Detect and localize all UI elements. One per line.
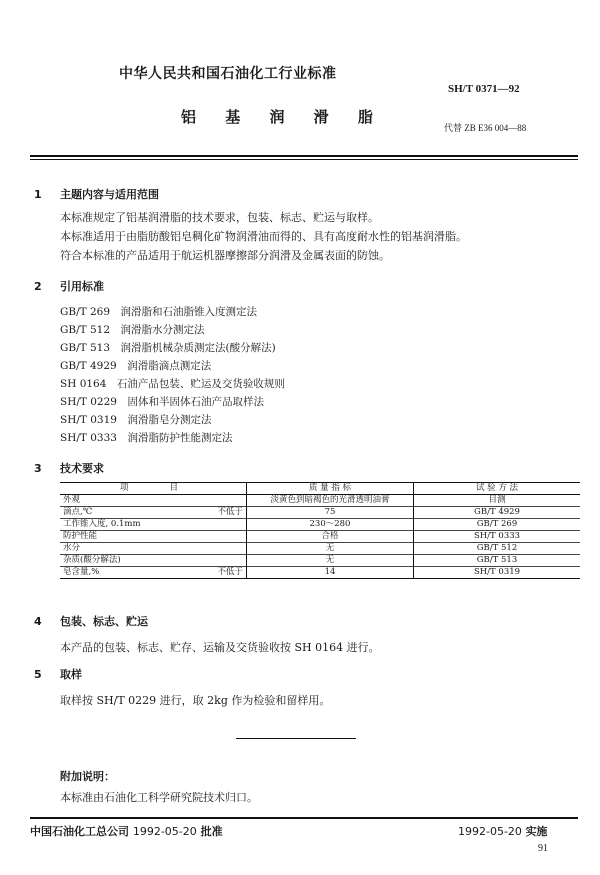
row-value: 合格 [247,531,414,543]
row-item-cell [60,543,247,555]
section-4-heading [34,613,148,629]
row-method: GB/T 269 [476,519,518,529]
row-qualifier: 不低于 [217,567,243,577]
row-value: 14 [247,567,414,579]
section-1-number: 1 [34,188,42,201]
table-header-row [60,483,580,495]
content-separator [236,738,356,739]
section-5-paragraph: 取样按 SH/T 0229 进行，取 2kg 作为检验和留样用。 [60,694,331,707]
reference-item: SH/T 0333 润滑脂防护性能测定法 [60,432,233,444]
footer-rule [30,817,578,819]
row-method: GB/T 512 [476,543,518,553]
row-item: 水分 [63,543,81,553]
row-method: 目测 [488,495,506,505]
row-item: 皂含量,% [63,567,100,577]
footer-effective-date: 1992-05-20 [458,825,522,838]
footer-org: 中国石油化工总公司 [30,825,129,838]
table-row [60,543,580,555]
reference-item: SH 0164 石油产品包装、贮运及交货验收规则 [60,378,285,390]
row-value: 230～280 [247,519,414,531]
row-qualifier: 不低于 [217,507,243,517]
section-3-number: 3 [34,462,42,475]
row-method: SH/T 0333 [473,531,521,541]
section-3-title: 技术要求 [60,462,104,475]
appendix-text: 本标准由石油化工科学研究院技术归口。 [60,791,258,804]
table-row [60,531,580,543]
row-item: 杂质(酸分解法) [63,555,121,565]
table-row [60,507,580,519]
section-1-paragraph-2: 本标准适用于由脂肪酸铝皂稠化矿物润滑油而得的、具有高度耐水性的铝基润滑脂。 [60,230,467,243]
section-3-heading [34,460,104,476]
document-title: 铝 基 润 滑 脂 [181,108,385,126]
row-item-cell [60,555,247,567]
footer-approved-date: 1992-05-20 [132,825,197,838]
section-4-paragraph: 本产品的包装、标志、贮存、运输及交货验收按 SH 0164 进行。 [60,641,380,654]
reference-item: GB/T 512 润滑脂水分测定法 [60,324,205,336]
replaces-note: 代替 ZB E36 004—88 [444,123,527,133]
header-rule-thin [30,159,578,160]
row-method: SH/T 0319 [473,567,521,577]
row-item: 防护性能 [63,531,98,541]
row-value: 无 [247,543,414,555]
row-item-cell [60,519,247,531]
row-value: 无 [247,555,414,567]
row-item-cell [60,507,247,519]
row-value: 75 [247,507,414,519]
row-item-cell [60,567,247,579]
header-item: 项 目 [60,483,247,495]
footer-approval [30,823,223,839]
header-rule-thick [30,155,578,157]
section-2-heading [34,278,104,294]
row-method: GB/T 513 [476,555,518,565]
row-method: GB/T 4929 [474,507,520,517]
reference-item: GB/T 4929 润滑脂滴点测定法 [60,360,212,372]
section-5-heading [34,666,82,682]
section-5-number: 5 [34,668,42,681]
section-4-title: 包装、标志、贮运 [60,615,148,628]
row-item-cell [60,495,247,507]
reference-item: SH/T 0319 润滑脂皂分测定法 [60,414,212,426]
standard-org: 中华人民共和国石油化工行业标准 [119,66,337,82]
technical-requirements-table [60,482,580,579]
table-row [60,495,580,507]
reference-item: SH/T 0229 固体和半固体石油产品取样法 [60,396,264,408]
section-1-title: 主题内容与适用范围 [60,188,159,201]
row-item: 滴点,℃ [63,507,93,517]
table-row [60,555,580,567]
table-row [60,567,580,579]
section-1-heading [34,186,159,202]
header-quality: 质 量 指 标 [247,483,414,495]
footer-effective-label: 实施 [525,825,548,838]
section-1-paragraph-3: 符合本标准的产品适用于航运机器摩擦部分润滑及金属表面的防蚀。 [60,249,390,262]
reference-item: GB/T 513 润滑脂机械杂质测定法(酸分解法) [60,342,276,354]
header-method: 试 验 方 法 [475,483,519,493]
footer-effective [458,823,547,839]
standard-code: SH/T 0371—92 [448,83,520,95]
page-number: 91 [538,843,548,854]
appendix-title: 附加说明： [60,770,115,783]
footer-approved-label: 批准 [200,825,223,838]
section-2-title: 引用标准 [60,280,104,293]
row-item-cell [60,531,247,543]
reference-item: GB/T 269 润滑脂和石油脂锥入度测定法 [60,306,258,318]
row-item: 工作锥入度, 0.1mm [63,519,141,529]
section-4-number: 4 [34,615,42,628]
section-5-title: 取样 [60,668,82,681]
section-1-paragraph-1: 本标准规定了铝基润滑脂的技术要求，包装、标志、贮运与取样。 [60,211,379,224]
section-2-number: 2 [34,280,42,293]
row-item: 外观 [63,495,81,505]
row-value: 淡黄色到暗褐色的光滑透明油膏 [247,495,414,507]
table-row [60,519,580,531]
